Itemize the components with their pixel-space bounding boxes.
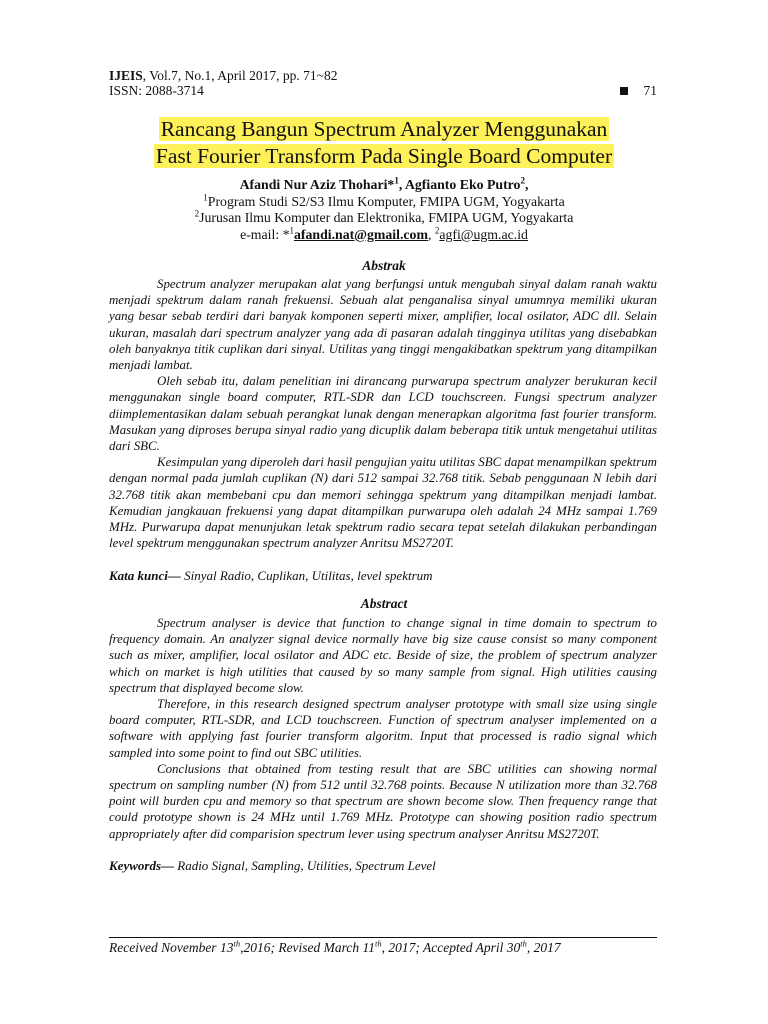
abstract-paragraph-2: Therefore, in this research designed spectrum analyser prototype with small size using single board computer, RTL-SDR, and LCD touchscreen. Function of spectrum analyser implemented on a software with applying fast fourier transform algoritm. Input that processed is radio signal which sampled into some point to find out SBC utilities. xyxy=(109,697,657,760)
affiliation-1-text: Program Studi S2/S3 Ilmu Komputer, FMIPA UGM, Yogyakarta xyxy=(207,193,565,209)
affiliation-2 xyxy=(0,210,768,227)
email-1-sup: 1 xyxy=(289,224,294,235)
footer-rule xyxy=(109,937,657,938)
email-link-1[interactable]: afandi.nat@gmail.com xyxy=(294,226,428,242)
abstrak-paragraph-2: Oleh sebab itu, dalam penelitian ini dirancang purwarupa spectrum analyzer berukuran kecil menggunakan single board computer, RTL-SDR dan LCD touchscreen. Fungsi spectrum analyzer diimplementasikan dalam sebuah perangkat lunak dengan menerapkan algoritma fast fourier transform. Masukan yang diproses berupa sinyal radio yang dicuplik dalam beberapa titik untuk mengetahui utilitas dari SBC. xyxy=(109,374,657,454)
issn: ISSN: 2088-3714 xyxy=(109,83,204,98)
title-line-2: Fast Fourier Transform Pada Single Board Computer xyxy=(155,144,613,168)
kata-kunci xyxy=(109,568,657,584)
affiliation-2-sup: 2 xyxy=(194,208,200,219)
page-number-group xyxy=(620,83,658,98)
revised-sup: th xyxy=(375,938,382,949)
title-line-1: Rancang Bangun Spectrum Analyzer Menggunakan xyxy=(160,117,608,141)
journal-header xyxy=(109,68,657,98)
email-label: e-mail: * xyxy=(240,226,290,242)
email-2-sup: 2 xyxy=(434,224,440,235)
keywords-label: Keywords— xyxy=(109,858,174,873)
author-block xyxy=(0,177,768,243)
journal-volume: , Vol.7, No.1, April 2017, pp. 71~82 xyxy=(142,68,338,83)
keywords-values: Radio Signal, Sampling, Utilities, Spectrum Level xyxy=(174,858,436,873)
kata-kunci-label: Kata kunci— xyxy=(109,568,181,583)
affiliation-1-sup: 1 xyxy=(203,191,208,202)
received-dates xyxy=(109,940,657,955)
email-line xyxy=(0,224,768,244)
author-1-sup: 1 xyxy=(394,175,399,186)
accepted-year: , 2017 xyxy=(526,940,561,955)
abstrak-heading: Abstrak xyxy=(362,258,406,273)
abstrak-paragraph-1: Spectrum analyzer merupakan alat yang berfungsi untuk mengubah sinyal dalam ranah waktu menjadi spektrum dalam ranah frekuensi. Sebuah alat penganalisa sinyal umumnya memiliki ukuran yang besar sebab terdiri dari banyak komponen seperti mixer, amplifier, local osilator, ADC dll. Selain ukuran, masalah dari spectrum analyzer yang ada di pasaran adalah tingginya utilitas yang disebabkan oleh banyaknya titik cuplikan dari sinyal. Utilitas yang tinggi mengakibatkan spektrum yang ditampilkan menjadi lambat. xyxy=(109,277,657,373)
email-link-2[interactable]: agfi@ugm.ac.id xyxy=(439,226,528,242)
abstract-body xyxy=(109,615,657,842)
abstract-heading: Abstract xyxy=(360,596,408,611)
author-2: , Agfianto Eko Putro xyxy=(398,177,521,192)
abstract-paragraph-1: Spectrum analyser is device that function to change signal in time domain to spectrum to frequency domain. An analyzer signal device normally have big size cause consist so many component such as mixer, amplifier, local osilator and ADC etc. Beside of size, the problem of spectrum analyzer which on market is high utilities that caused by so many sample from signal. High utilities causing spectrum that displayed become slow. xyxy=(109,616,657,695)
page-number: 71 xyxy=(643,83,657,98)
abstrak-paragraph-3: Kesimpulan yang diperoleh dari hasil pengujian yaitu utilitas SBC dapat menampilkan spektrum dengan normal pada jumlah cuplikan (N) dari 512 sampai 32.768 titik. Sebab penggunaan N lebih dari 32.768 titik akan membebani cpu dan memori sehingga spektrum yang ditampilkan menjadi lambat. Kemudian jangkauan frekuensi yang dapat ditampilkan purwarupa oleh adalah 24 MHz sampai 1.769 MHz. Purwarupa dapat menunjukan letak spektrum radio secara tepat setelah dilakukan perbandingan level spektrum menggunakan spectrum analyzer Anritsu MS2720T. xyxy=(109,455,657,551)
author-1: Afandi Nur Aziz Thohari* xyxy=(239,177,395,192)
received-sup: th xyxy=(233,938,241,949)
journal-name: IJEIS xyxy=(109,68,143,83)
author-2-sup: 2 xyxy=(520,175,525,186)
black-square-icon xyxy=(620,87,628,95)
revised-date: ,2016; Revised March 11 xyxy=(240,940,376,955)
journal-citation xyxy=(109,68,337,83)
received-date: Received November 13 xyxy=(109,940,234,955)
accepted-sup: th xyxy=(520,938,527,949)
email-separator: , xyxy=(427,226,435,242)
accepted-date: , 2017; Accepted April 30 xyxy=(381,940,521,955)
kata-kunci-values: Sinyal Radio, Cuplikan, Utilitas, level spektrum xyxy=(180,568,433,583)
abstrak-body xyxy=(109,276,657,551)
affiliation-2-text: Jurusan Ilmu Komputer dan Elektronika, FMIPA UGM, Yogyakarta xyxy=(199,210,574,225)
author-tail: , xyxy=(524,177,529,192)
author-names xyxy=(0,177,768,194)
paper-title xyxy=(0,116,768,170)
affiliation-1 xyxy=(0,191,768,211)
keywords xyxy=(109,858,657,874)
abstract-paragraph-3: Conclusions that obtained from testing result that are SBC utilities can showing normal spectrum on sampling number (N) from 512 until 32.768 points. Because N utilization more than 32.768 point will burden cpu and memory so that spectrum are shown become slow. Then frequency range that could prototype shown is 24 MHz until 1.769 MHz. Prototype can showing position radio spectrum appropriately after did comparision spectrum lever using spectrum analyser Anritsu MS2720T. xyxy=(109,761,657,841)
